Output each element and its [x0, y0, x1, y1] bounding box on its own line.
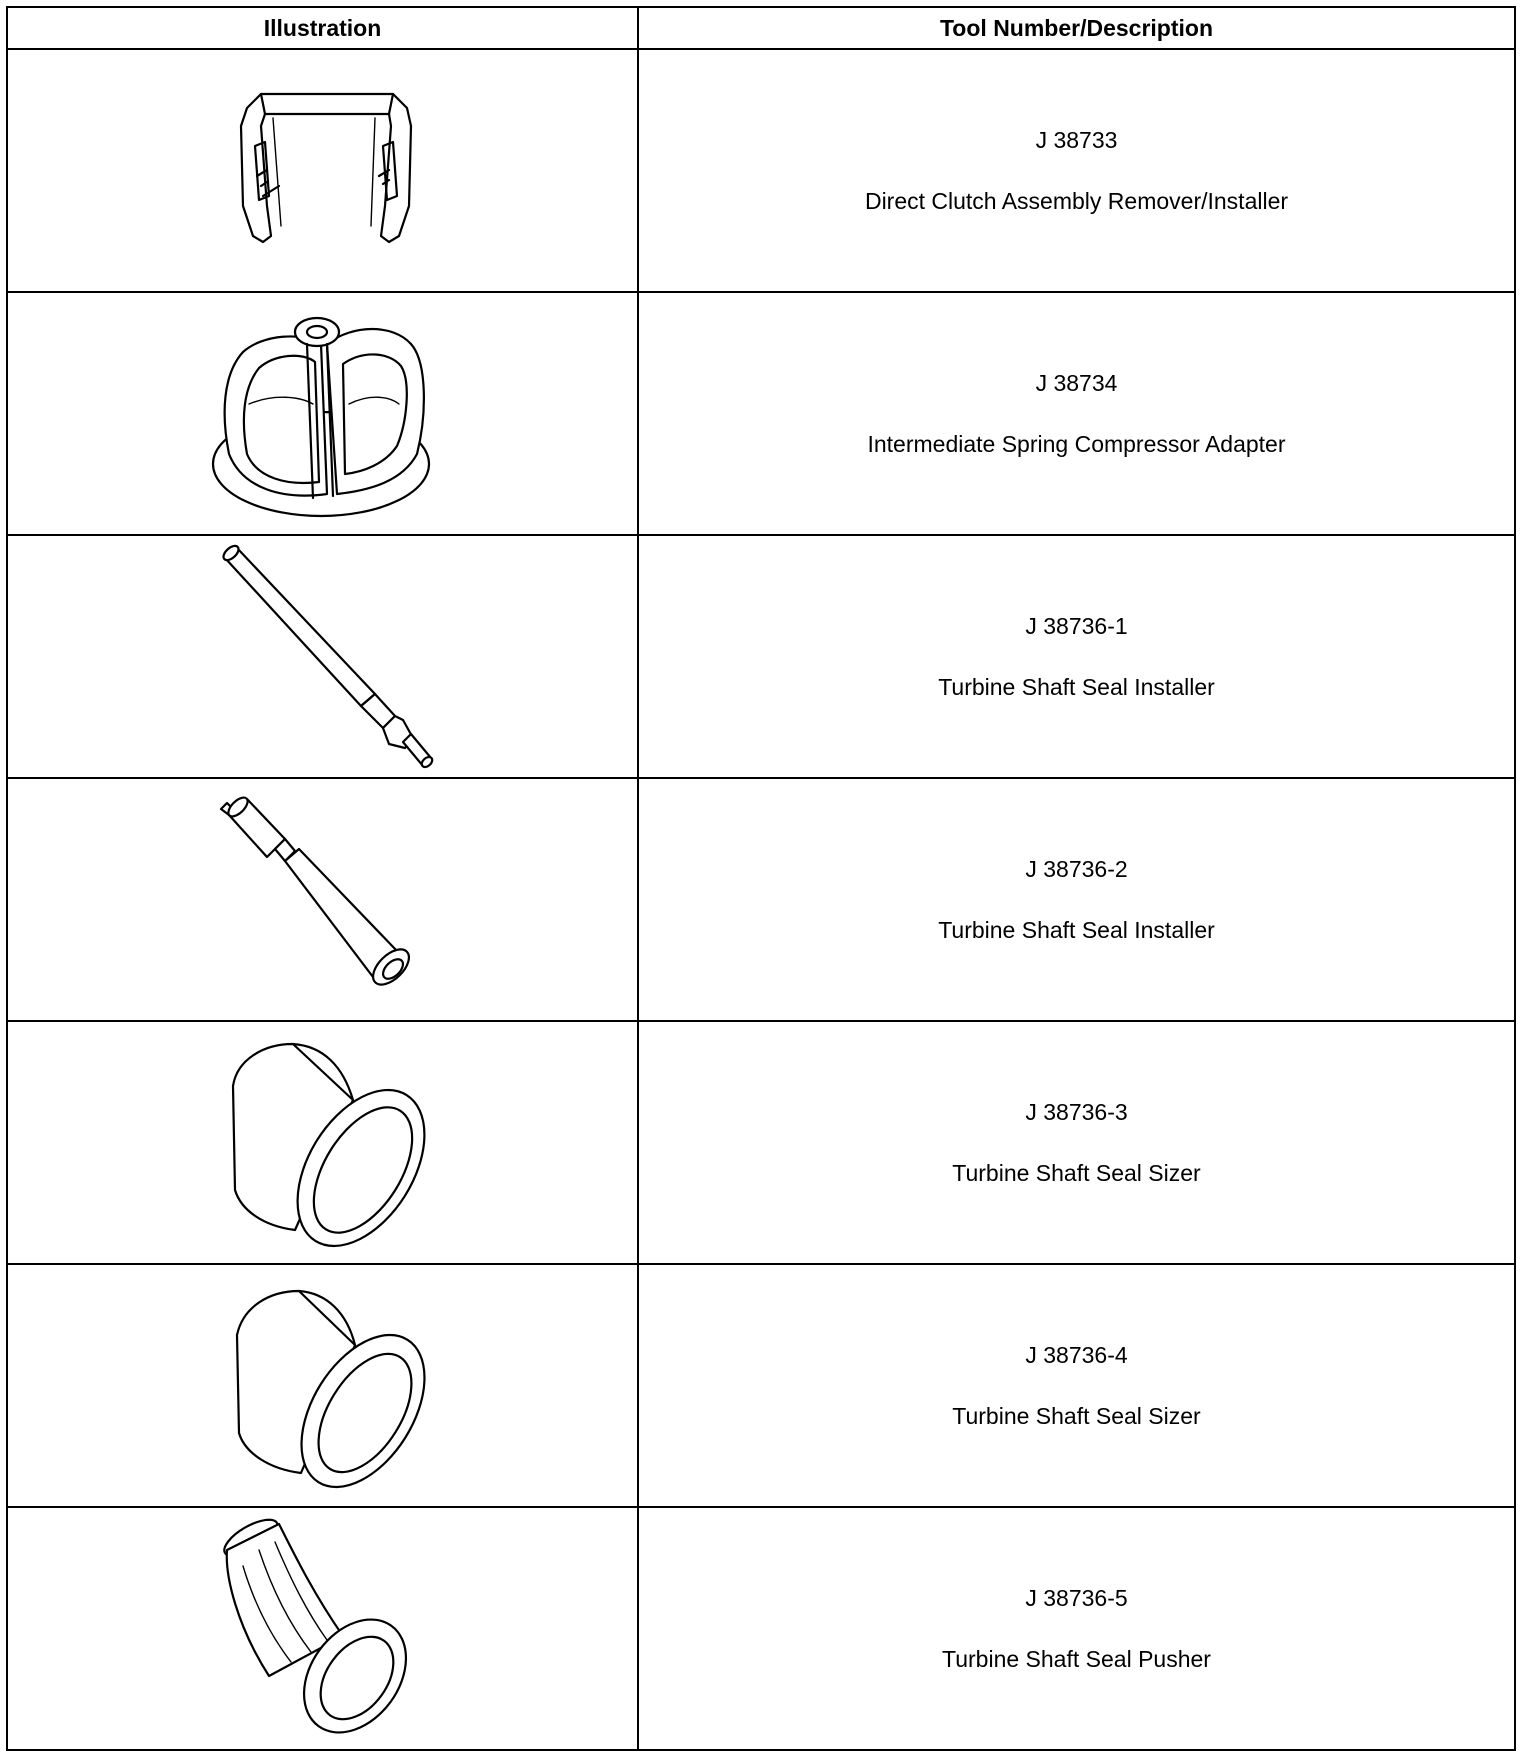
- tool-description-cell: [638, 1021, 1515, 1264]
- illustration-cell: [7, 49, 638, 292]
- tool-description: Direct Clutch Assembly Remover/Installer: [864, 187, 1289, 214]
- tool-description: Turbine Shaft Seal Sizer: [952, 1159, 1201, 1186]
- table-row: [7, 535, 1515, 778]
- tool-description-cell: [638, 1264, 1515, 1507]
- table-row: [7, 778, 1515, 1021]
- tools-table: [6, 6, 1516, 1751]
- direct-clutch-remover-icon: [203, 86, 443, 256]
- tool-description: Turbine Shaft Seal Sizer: [952, 1402, 1201, 1429]
- table-row: [7, 1021, 1515, 1264]
- illustration-cell: [7, 292, 638, 535]
- header-illustration: Illustration: [7, 7, 638, 49]
- spring-compressor-adapter-icon: [203, 304, 443, 524]
- tool-description: Turbine Shaft Seal Installer: [938, 916, 1215, 943]
- table-row: [7, 1264, 1515, 1507]
- table-row: [7, 292, 1515, 535]
- tool-number: J 38736-2: [1025, 855, 1128, 882]
- seal-installer-rod-icon: [203, 544, 443, 769]
- illustration-cell: [7, 1264, 638, 1507]
- tool-number: J 38736-4: [1025, 1341, 1128, 1368]
- tool-description-cell: [638, 1507, 1515, 1750]
- tool-description: Intermediate Spring Compressor Adapter: [867, 430, 1286, 457]
- illustration-cell: [7, 1507, 638, 1750]
- tool-number: J 38736-3: [1025, 1098, 1128, 1125]
- tool-number: J 38734: [1035, 369, 1118, 396]
- table-header-row: [7, 7, 1515, 49]
- illustration-cell: [7, 778, 638, 1021]
- seal-pusher-icon: [203, 1516, 443, 1741]
- tool-description: Turbine Shaft Seal Installer: [938, 673, 1215, 700]
- tool-description: Turbine Shaft Seal Pusher: [942, 1645, 1211, 1672]
- tool-description-cell: [638, 778, 1515, 1021]
- header-tool-number-description: Tool Number/Description: [638, 7, 1515, 49]
- tool-number: J 38733: [1035, 126, 1118, 153]
- seal-installer-tapered-icon: [203, 787, 443, 1012]
- table-row: [7, 49, 1515, 292]
- tool-number: J 38736-5: [1025, 1584, 1128, 1611]
- tool-description-cell: [638, 535, 1515, 778]
- seal-sizer-icon: [203, 1030, 443, 1255]
- tool-description-cell: [638, 49, 1515, 292]
- illustration-cell: [7, 535, 638, 778]
- table-row: [7, 1507, 1515, 1750]
- seal-sizer-icon: [203, 1273, 443, 1498]
- illustration-cell: [7, 1021, 638, 1264]
- tool-number: J 38736-1: [1025, 612, 1128, 639]
- tool-description-cell: [638, 292, 1515, 535]
